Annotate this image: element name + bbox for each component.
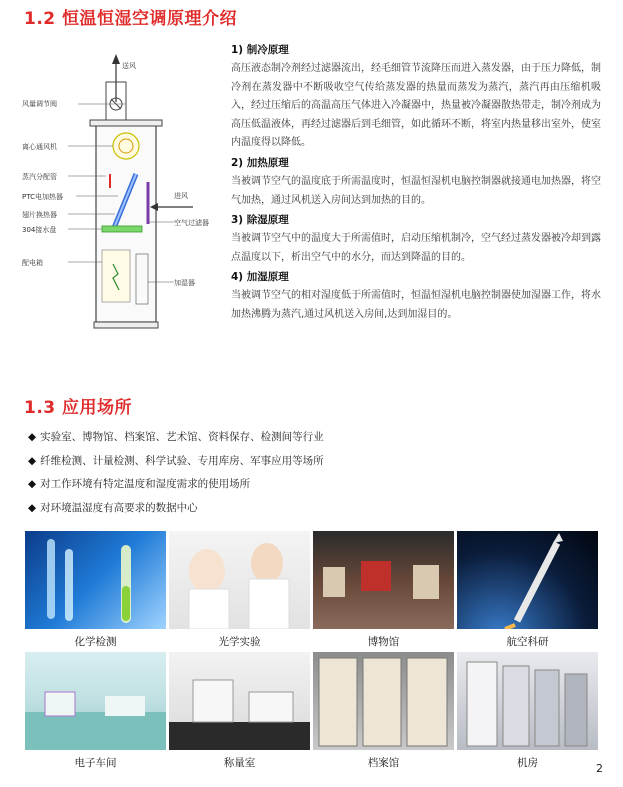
drain-pan-icon [102, 226, 142, 232]
list-item: ◆ 对工作环境有特定温度和湿度需求的使用场所 [28, 478, 251, 490]
label-steam-pipe: 蒸汽分配管 [22, 173, 57, 181]
archive-shelves-icon [313, 652, 454, 750]
principle-body: 当被调节空气中的温度大于所需值时，启动压缩机制冷，空气经过蒸发器被冷却到露点温度以下，析出空气中的水分，而达到降温的目的。 [231, 233, 601, 263]
hvac-diagram [18, 42, 228, 332]
photo-caption: 航空科研 [506, 636, 549, 648]
server-racks-icon [457, 652, 598, 750]
clean-room-icon [25, 652, 166, 750]
photo-card [169, 652, 310, 770]
photo-caption: 光学实验 [218, 636, 261, 648]
list-item: ◆ 实验室、博物馆、档案馆、艺术馆、资料保存、检测间等行业 [28, 431, 324, 443]
diamond-bullet-icon: ◆ [28, 454, 37, 467]
photo-caption: 化学检测 [74, 636, 117, 648]
fan-icon [113, 133, 139, 159]
section-title-applications: 1.3 应用场所 [24, 398, 133, 418]
principles-text [231, 42, 601, 327]
label-return-air: 进风 [174, 192, 188, 200]
photo-card [169, 531, 310, 649]
label-damper: 风量调节阀 [22, 100, 57, 108]
label-ptc: PTC电加热器 [22, 193, 63, 201]
diamond-bullet-icon: ◆ [28, 501, 37, 514]
photo-card [25, 531, 166, 649]
photo-caption: 称量室 [223, 757, 256, 769]
list-item: ◆ 对环境温湿度有高要求的数据中心 [28, 501, 198, 514]
principle-body: 当被调节空气的温度底于所需温度时，恒温恒湿机电脑控制器就接通电加热器，将空气加热，通过风机送入房间达到加热的目的。 [231, 175, 601, 206]
photo-caption: 博物馆 [367, 636, 400, 648]
section-title-principle: 1.2 恒温恒湿空调原理介绍 [24, 9, 238, 29]
photo-card [457, 531, 598, 649]
photo-card [313, 531, 454, 649]
photo-caption: 档案馆 [367, 757, 400, 769]
test-tubes-icon [25, 531, 166, 629]
museum-hall-icon [313, 531, 454, 629]
label-humidifier: 加湿器 [174, 279, 195, 287]
microscope-lab-icon [169, 531, 310, 629]
application-list [28, 426, 588, 520]
label-fan: 离心通风机 [22, 143, 57, 151]
diamond-bullet-icon: ◆ [28, 431, 37, 443]
photo-caption: 电子车间 [74, 757, 117, 769]
principle-heading: 2) 加热原理 [231, 156, 289, 169]
page-number: 2 [596, 762, 603, 775]
photo-card [25, 652, 166, 770]
label-air-filter: 空气过滤器 [174, 219, 209, 227]
list-item: ◆ 纤维检测、计量检测、科学试验、专用库房、军事应用等场所 [28, 454, 324, 467]
balance-scale-icon [169, 652, 310, 750]
principle-heading: 4) 加湿原理 [231, 271, 289, 284]
principle-body: 当被调节空气的相对湿度低于所需值时，恒温恒湿机电脑控制器使加湿器工作，将水加热沸腾为蒸汽,通过风机送入房间,达到加湿目的。 [231, 290, 601, 320]
label-drain-pan: 304接水盘 [22, 226, 57, 234]
principle-heading: 1) 制冷原理 [231, 44, 289, 56]
photo-caption: 机房 [517, 757, 538, 769]
diamond-bullet-icon: ◆ [28, 478, 37, 490]
hvac-diagram-svg [18, 42, 228, 332]
principle-heading: 3) 除湿原理 [231, 214, 289, 227]
label-electric-box: 配电箱 [22, 259, 43, 267]
principle-body: 高压液态制冷剂经过滤器流出，经毛细管节流降压而进入蒸发器，由于压力降低，制冷剂在蒸发器中不断吸收空气传给蒸发器的热量而蒸发为蒸汽，蒸汽再由压缩机吸入，经过压缩后的高温高压气体进入冷凝器中，热量被冷凝器散热带走，制冷剂成为高压低温液体，再经过滤器后到毛细管，如此循环不断，将室内热量移出室外，使室内温度得以降低。 [231, 63, 601, 149]
photo-card [457, 652, 598, 770]
arrow-up-icon [112, 54, 120, 64]
label-fin-exchanger: 翅片换热器 [22, 211, 57, 219]
photo-card [313, 652, 454, 770]
label-exhaust: 送风 [122, 62, 136, 70]
rocket-icon [457, 531, 598, 629]
